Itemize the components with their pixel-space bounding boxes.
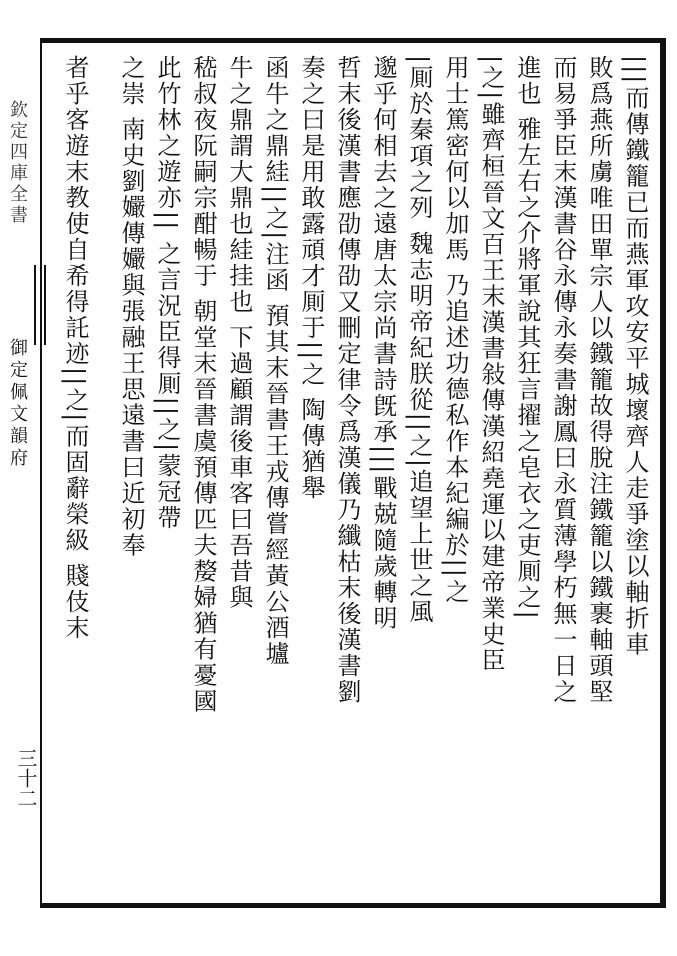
text-column-16: 者乎客遊末教使自希得託迹||之|而固辭榮級 賤伎末	[61, 55, 89, 641]
text-column-10: 奏之曰是用敢露頑才厠于||之 陶傳猶舉	[297, 55, 325, 501]
text-column-4: 進也 雅左右之介將軍說其狂言擢之皂衣之吏厠之|	[513, 55, 541, 621]
text-column-5: |之|雖齊桓晉文百王末漢書敍傳漢紹堯運以建帝業史臣	[477, 55, 505, 674]
margin-header-text: 欽定四庫全書	[7, 100, 28, 226]
text-column-13: 嵇叔夜阮嗣宗酣暢于 朝堂末晉書虞預傳匹夫嫠婦猶有憂國	[189, 55, 217, 715]
text-column-2: 敗爲燕所虜唯田單宗人以鐵籠故得脫注鐵籠以鐵裹軸頭堅	[585, 55, 613, 705]
text-column-6: 用士篤密何以加馬 乃追述功德私作本紀編於||之	[441, 55, 469, 605]
folio-title: 御定佩文韻府	[7, 338, 28, 470]
frame-top-border	[40, 38, 666, 43]
text-column-12: 牛之鼎謂大鼎也絓挂也 下過顧謂後車客曰吾昔與	[225, 55, 253, 611]
text-column-1: |||而傳鐵籠已而燕軍攻安平城壞齊人走爭塗以軸折車	[621, 55, 649, 658]
text-column-9: 哲末後漢書應劭傳劭又刪定律令爲漢儀乃纖枯末後漢書劉	[333, 55, 361, 705]
text-column-3: 而易爭臣末漢書谷永傳永奏書謝鳳曰永質薄學朽無一日之	[549, 55, 577, 705]
text-column-14: 此竹林之遊亦|| 之言況臣得厠||之|蒙冠帶	[153, 55, 181, 532]
page-number: 三十二	[14, 748, 38, 808]
frame-right-border	[660, 38, 666, 908]
text-column-8: 邈乎何相去之遠唐太宗尚書詩旣承|||戰兢隨歲轉明	[369, 55, 397, 632]
text-column-7: |厠於秦項之列 魏志明帝紀朕從||之|追望上世之風	[405, 55, 433, 625]
text-column-11: 函牛之鼎絓||之|注函 預其末晉書王戎傳嘗經黃公酒壚	[261, 55, 289, 667]
text-column-15: 之崇 南史劉孍傳孍與張融王思遠書曰近初奉	[117, 55, 145, 559]
fishtail-mark	[34, 265, 46, 345]
frame-bottom-border	[40, 903, 666, 908]
